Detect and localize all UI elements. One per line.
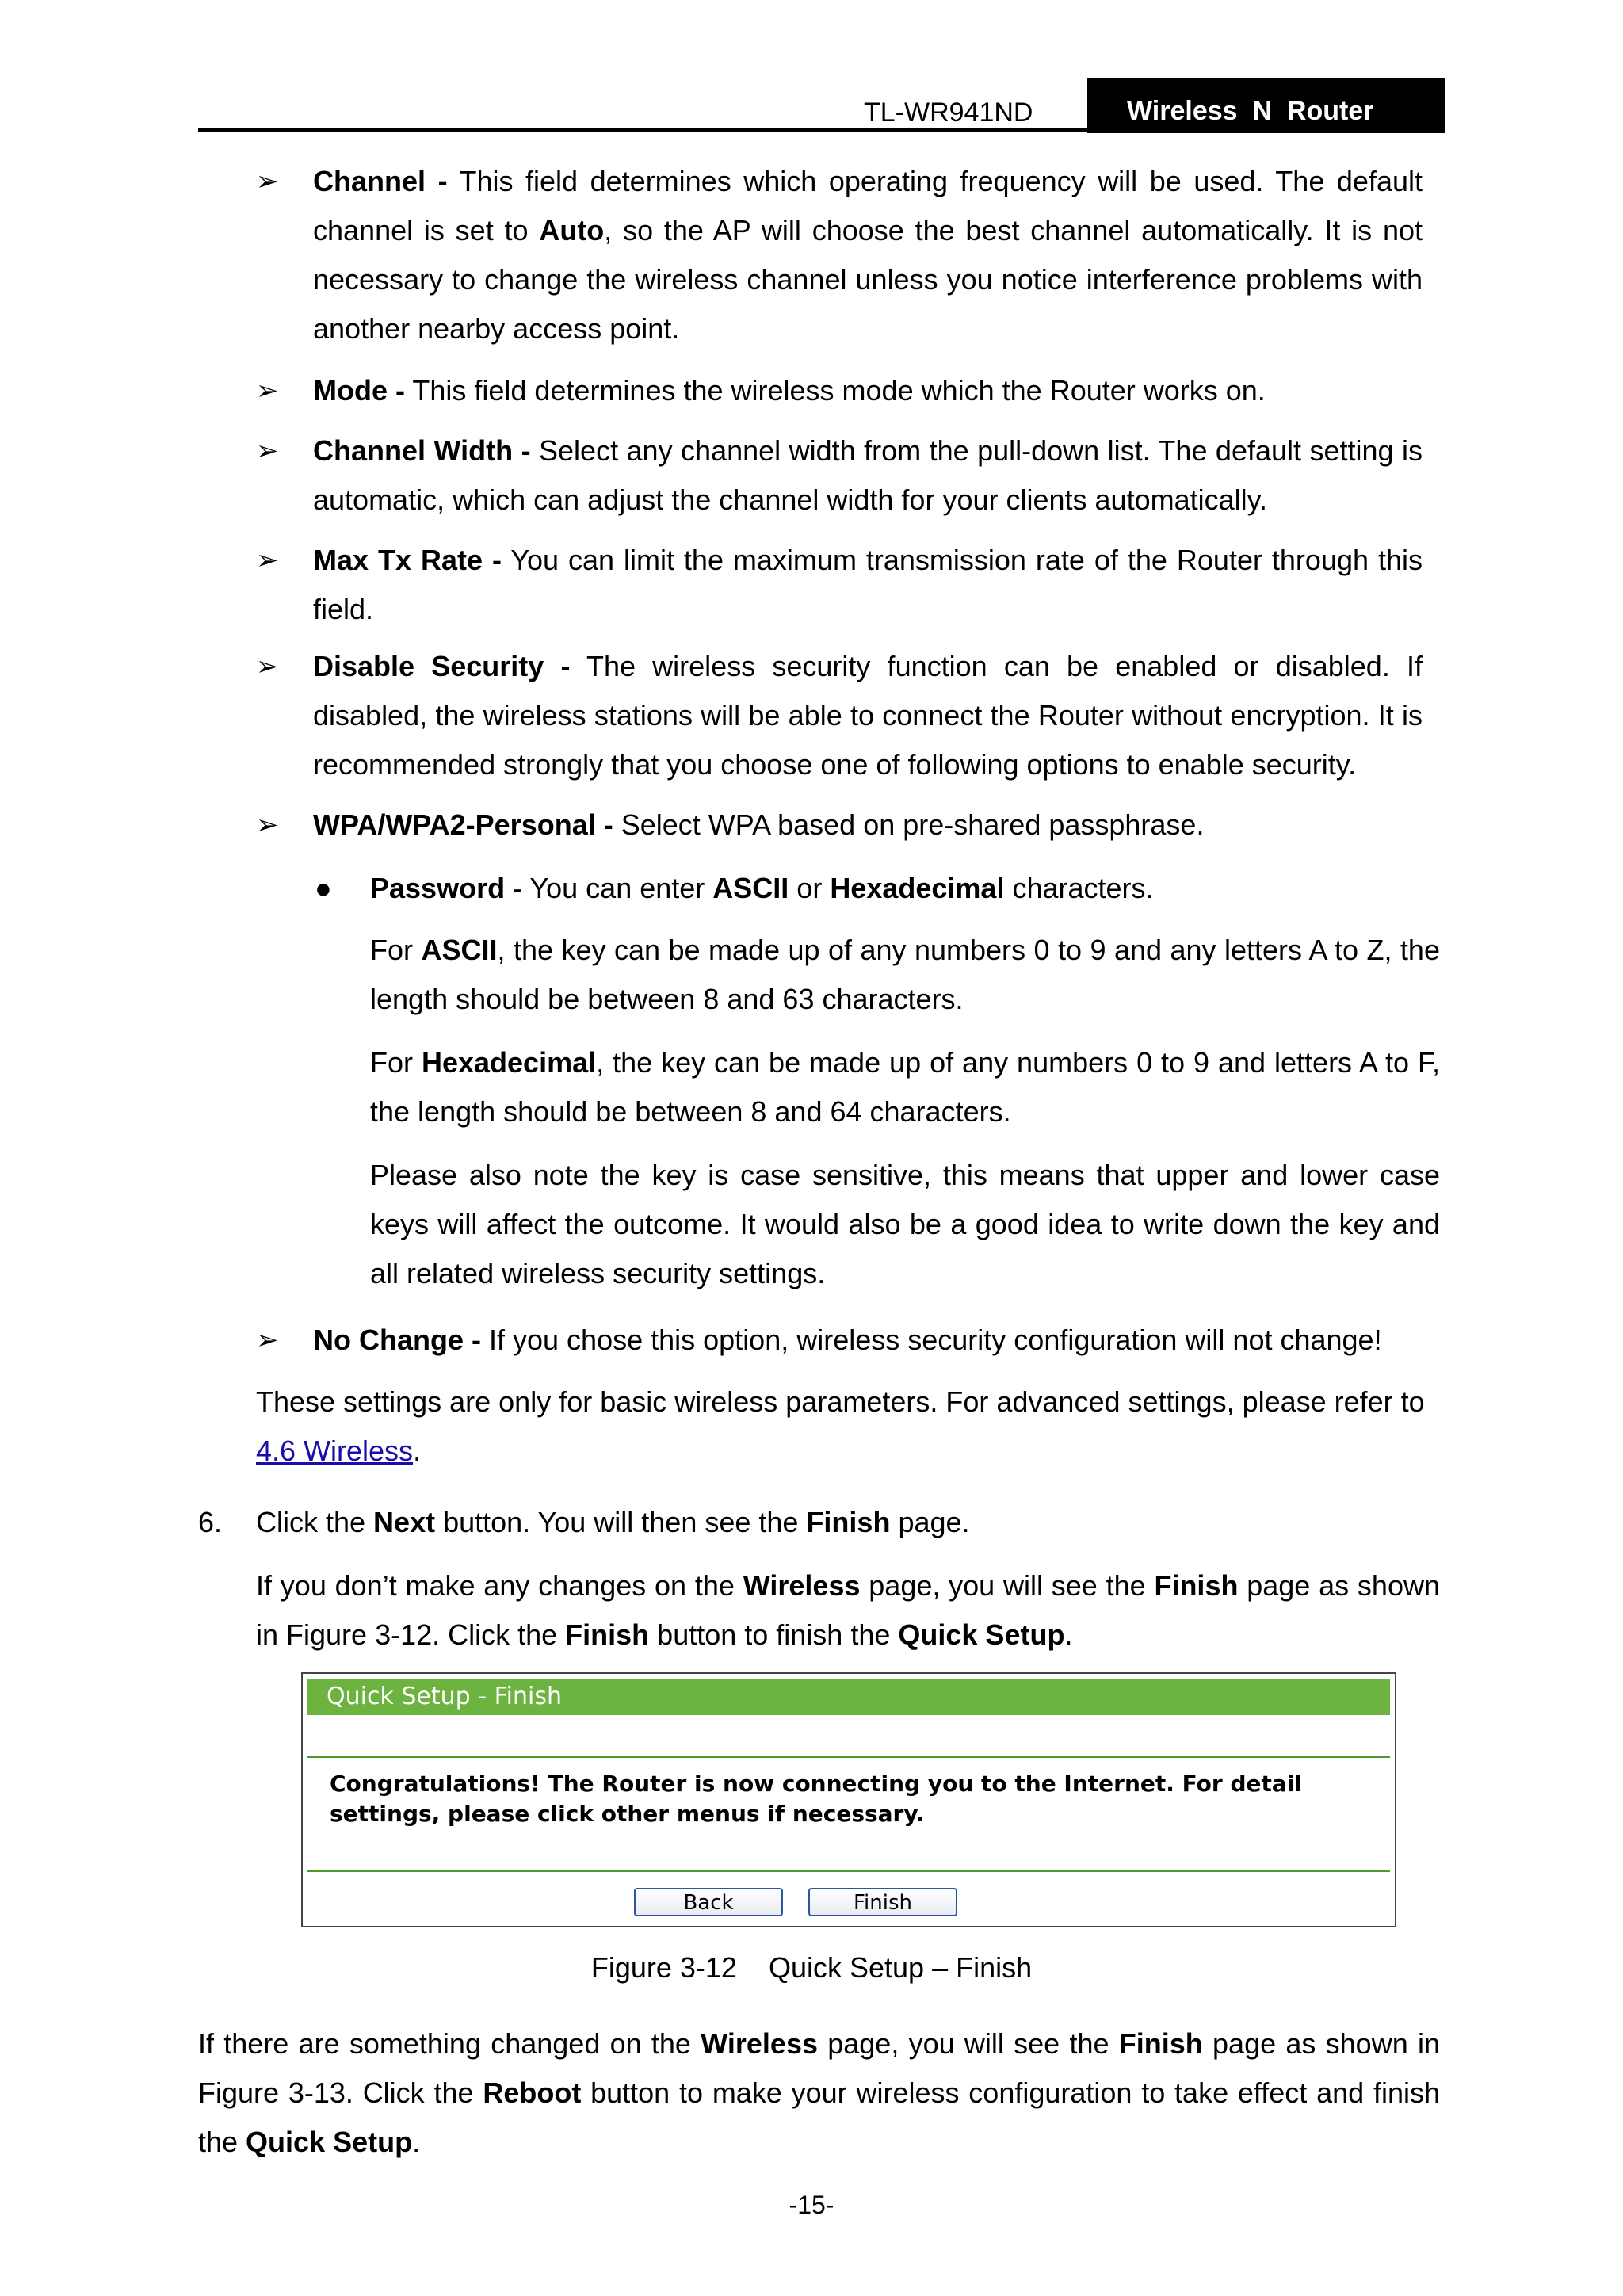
bold-text: Wireless: [701, 2027, 818, 2060]
text: or: [789, 872, 831, 904]
text: page as shown in Figure 3-12. Click the: [256, 1569, 1440, 1651]
para-hexadecimal: [370, 1038, 1440, 1137]
term: Password: [370, 872, 506, 904]
text: These settings are only for basic wireless parameters. For advanced settings, please refer to: [256, 1385, 1425, 1418]
arrow-bullet-icon: ➢: [256, 166, 279, 197]
term: Max Tx Rate -: [313, 544, 502, 576]
header-model: TL-WR941ND: [864, 97, 1033, 128]
term: Disable Security -: [313, 650, 571, 682]
bold-text: ASCII: [712, 872, 789, 904]
item-disable-security: [256, 642, 1423, 789]
arrow-bullet-icon: ➢: [256, 651, 279, 682]
text: This field determines the wireless mode which the Router works on.: [404, 374, 1266, 407]
item-channel-width: [256, 426, 1423, 525]
text: Select WPA based on pre-shared passphrase.: [613, 808, 1205, 841]
panel-title: Quick Setup - Finish: [307, 1679, 1390, 1715]
header-product: Wireless N Router: [1127, 96, 1374, 126]
bold-text: Finish: [806, 1506, 891, 1538]
bold-text: Finish: [565, 1618, 650, 1651]
text: page as shown in Figure 3-13. Click the: [198, 2027, 1440, 2109]
bold-text: Hexadecimal: [421, 1046, 597, 1079]
text: If there are something changed on the: [198, 2027, 701, 2060]
term: Channel Width -: [313, 434, 531, 467]
step-6-text: [256, 1498, 1440, 1547]
closing-paragraph: [198, 2019, 1440, 2167]
text: .: [412, 2126, 421, 2158]
settings-note: [256, 1377, 1440, 1476]
term: WPA/WPA2-Personal -: [313, 808, 613, 841]
text: page.: [890, 1506, 970, 1538]
finish-button[interactable]: Finish: [808, 1888, 957, 1916]
page-number: -15-: [789, 2191, 834, 2219]
header-product-box: [1087, 78, 1445, 133]
arrow-bullet-icon: ➢: [256, 376, 279, 406]
text: button. You will then see the: [435, 1506, 807, 1538]
step-number: 6.: [198, 1506, 223, 1538]
text: , the key can be made up of any numbers 0 to 9 and letters A to F, the length should be between 8 and 64 characters.: [370, 1046, 1440, 1128]
arrow-bullet-icon: ➢: [256, 545, 279, 575]
text: This field determines which operating frequency will be used. The default channel is set to: [313, 165, 1423, 246]
arrow-bullet-icon: ➢: [256, 436, 279, 466]
bold-text: Auto: [539, 214, 605, 246]
quick-setup-finish-figure: [301, 1672, 1396, 1927]
term: No Change -: [313, 1324, 481, 1356]
bold-text: Quick Setup: [246, 2126, 413, 2158]
text: button to finish the: [649, 1618, 899, 1651]
bold-text: Next: [373, 1506, 436, 1538]
congratulations-message: Congratulations! The Router is now connecting you to the Internet. For detail settings, please click other menus if necessary.: [330, 1771, 1302, 1827]
figure-caption: Figure 3-12 Quick Setup – Finish: [590, 1951, 1033, 1984]
bold-text: ASCII: [421, 934, 498, 966]
text: .: [413, 1435, 422, 1467]
back-button[interactable]: Back: [634, 1888, 783, 1916]
item-no-change: [256, 1316, 1423, 1365]
wireless-section-link[interactable]: 4.6 Wireless: [256, 1435, 414, 1467]
item-max-tx-rate: [256, 536, 1423, 634]
arrow-bullet-icon: ➢: [256, 810, 279, 840]
para-ascii: [370, 926, 1440, 1024]
bold-text: Finish: [1154, 1569, 1239, 1602]
text: Click the: [256, 1506, 374, 1538]
bold-text: Quick Setup: [898, 1618, 1065, 1651]
term: Channel -: [313, 165, 448, 197]
bold-text: Finish: [1118, 2027, 1203, 2060]
text: For: [370, 1046, 422, 1079]
text: If you don’t make any changes on the: [256, 1569, 743, 1602]
text: , the key can be made up of any numbers 0 to 9 and any letters A to Z, the length should be between 8 and 63 characters.: [370, 934, 1440, 1015]
text: page, you will see the: [817, 2027, 1119, 2060]
text: , so the AP will choose the best channel automatically. It is not necessary to change the wireless channel unless you notice interference problems with another nearby access point.: [313, 214, 1423, 345]
text: .: [1064, 1618, 1073, 1651]
bold-text: Wireless: [743, 1569, 861, 1602]
header-rule: [198, 128, 1445, 132]
dot-bullet-icon: ●: [315, 872, 332, 904]
text: - You can enter: [505, 872, 713, 904]
text: characters.: [1004, 872, 1154, 904]
step-6-paragraph: [256, 1561, 1440, 1660]
para-case-sensitive: Please also note the key is case sensitive, this means that upper and lower case keys will affect the outcome. It would also be a good idea to write down the key and all related wireless security settings.: [370, 1159, 1440, 1289]
text: For: [370, 934, 422, 966]
item-mode: [256, 366, 1423, 415]
text: If you chose this option, wireless security configuration will not change!: [481, 1324, 1382, 1356]
item-wpa-personal: [256, 800, 1423, 850]
item-password: [315, 864, 1440, 913]
term: Mode -: [313, 374, 405, 407]
item-channel: [256, 157, 1423, 353]
text: button to make your wireless configuration to take effect and finish the: [198, 2076, 1440, 2158]
text: page, you will see the: [860, 1569, 1155, 1602]
arrow-bullet-icon: ➢: [256, 1325, 279, 1355]
text: The wireless security function can be enabled or disabled. If disabled, the wireless stations will be able to connect the Router without encryption. It is recommended strongly that you choose one of following options to enable security.: [313, 650, 1423, 781]
bold-text: Hexadecimal: [830, 872, 1005, 904]
panel-divider-top: [307, 1756, 1390, 1758]
text: Select any channel width from the pull-down list. The default setting is automatic, which can adjust the channel width for your clients automatically.: [313, 434, 1423, 516]
bold-text: Reboot: [483, 2076, 582, 2109]
text: You can limit the maximum transmission rate of the Router through this field.: [313, 544, 1423, 625]
panel-divider-bottom: [307, 1870, 1390, 1872]
